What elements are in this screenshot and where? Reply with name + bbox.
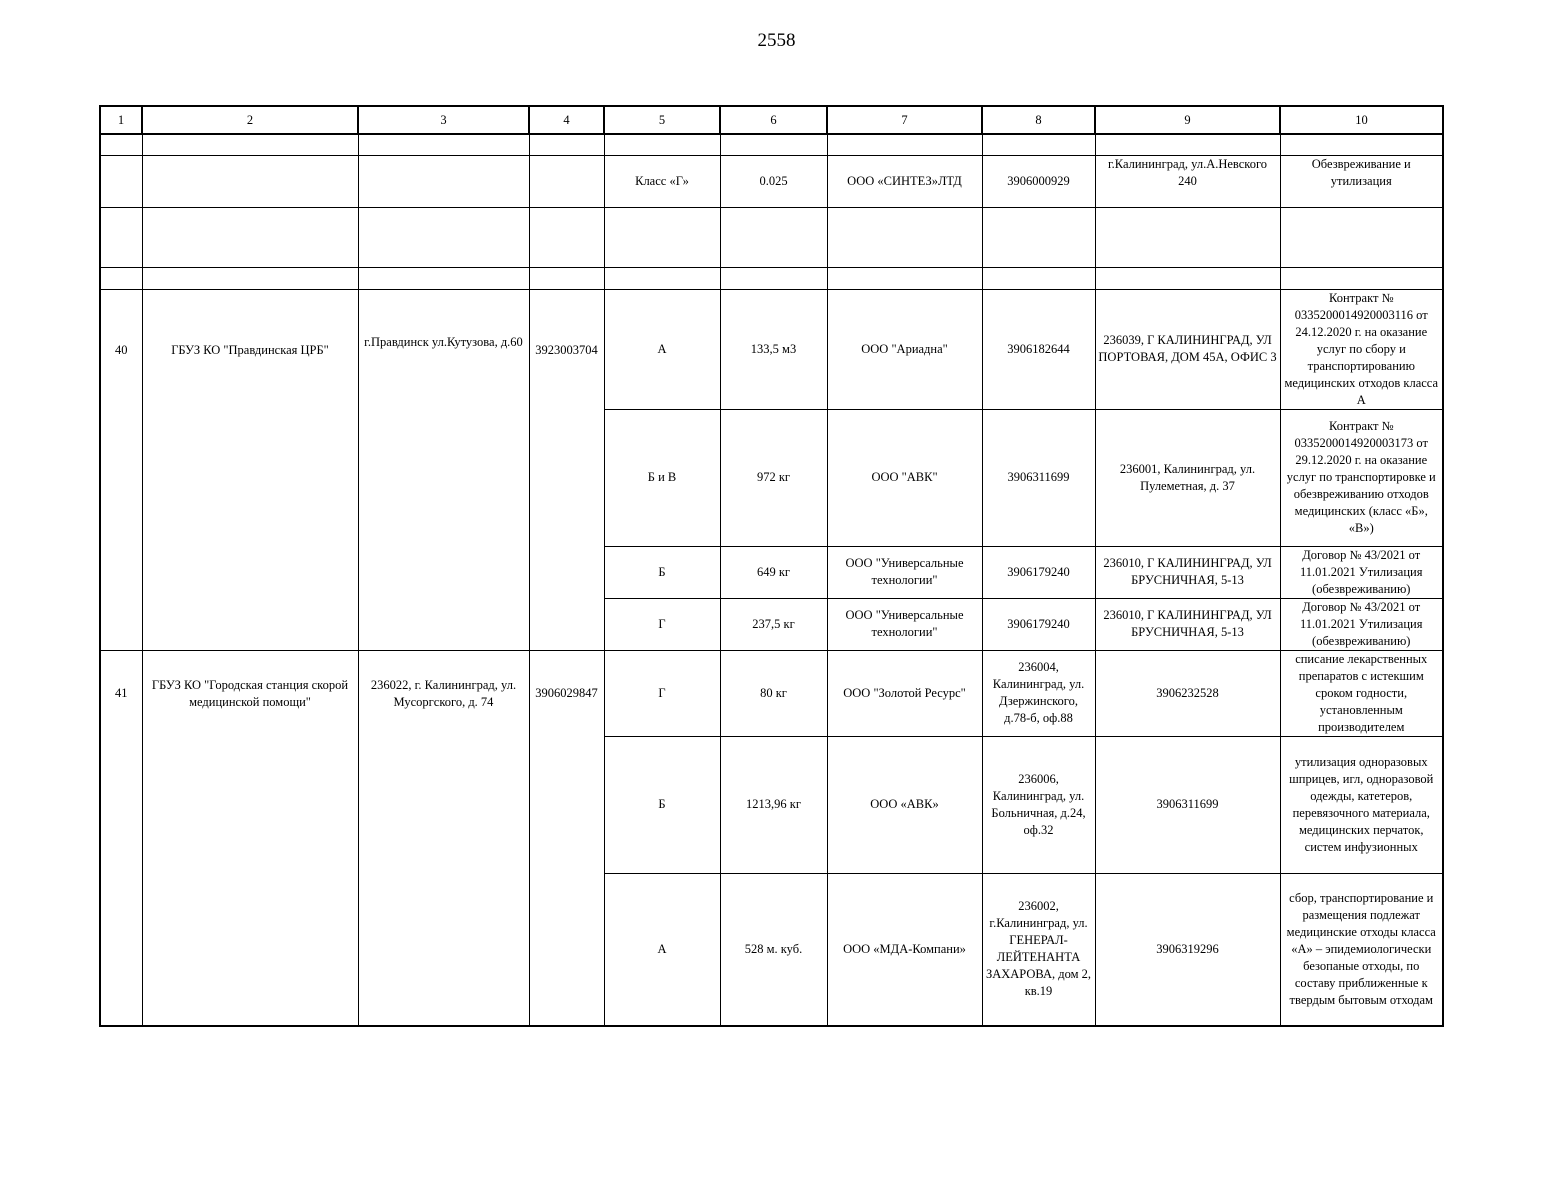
column-header: 5: [604, 106, 720, 134]
waste-class-cell: Б: [604, 736, 720, 873]
contractor-address-cell: 236039, Г КАЛИНИНГРАД, УЛ ПОРТОВАЯ, ДОМ 45А, ОФИС 3: [1095, 289, 1280, 409]
contractor-cell: ООО "Ариадна": [827, 289, 982, 409]
contractor-cell: ООО «МДА-Компани»: [827, 873, 982, 1026]
waste-class-cell: Б: [604, 546, 720, 598]
purpose-cell: списание лекарственных препаратов с истекшим сроком годности, установленным производителем: [1280, 650, 1443, 736]
amount-cell: 0.025: [720, 155, 827, 207]
table-row: [100, 289, 1443, 409]
organization-address: 236022, г. Калининград, ул. Мусоргского, д. 74: [358, 650, 529, 1026]
column-header: 3: [358, 106, 529, 134]
contractor-inn-cell: 3906179240: [982, 598, 1095, 650]
contractor-address-cell: 236002, г.Калининград, ул. ГЕНЕРАЛ-ЛЕЙТЕНАНТА ЗАХАРОВА, дом 2, кв.19: [982, 873, 1095, 1026]
column-header: 4: [529, 106, 604, 134]
contract-cell: Договор № 43/2021 от 11.01.2021 Утилизация (обезвреживанию): [1280, 598, 1443, 650]
contractor-address-cell: 236010, Г КАЛИНИНГРАД, УЛ БРУСНИЧНАЯ, 5-13: [1095, 598, 1280, 650]
contractor-address-cell: 236001, Калининград, ул. Пулеметная, д. 37: [1095, 409, 1280, 546]
organization-address: г.Правдинск ул.Кутузова, д.60: [358, 289, 529, 650]
purpose-cell: Обезвреживание и утилизация: [1280, 155, 1443, 207]
amount-cell: 1213,96 кг: [720, 736, 827, 873]
amount-cell: 649 кг: [720, 546, 827, 598]
contractor-cell: ООО "Золотой Ресурс": [827, 650, 982, 736]
waste-class-cell: Класс «Г»: [604, 155, 720, 207]
amount-cell: 237,5 кг: [720, 598, 827, 650]
table-row: [100, 650, 1443, 736]
column-number-header-row: [100, 106, 1443, 134]
table-row: [100, 155, 1443, 207]
amount-cell: 133,5 м3: [720, 289, 827, 409]
contractor-cell: ООО "Универсальные технологии": [827, 598, 982, 650]
contractor-address-cell: 236004, Калининград, ул. Дзержинского, д.78-б, оф.88: [982, 650, 1095, 736]
waste-class-cell: Г: [604, 598, 720, 650]
waste-class-cell: Г: [604, 650, 720, 736]
waste-class-cell: А: [604, 289, 720, 409]
contractor-inn-cell: 3906319296: [1095, 873, 1280, 1026]
column-header: 1: [100, 106, 142, 134]
waste-class-cell: А: [604, 873, 720, 1026]
purpose-cell: утилизация одноразовых шприцев, игл, одноразовой одежды, катетеров, перевязочного материала, медицинских перчаток, систем инфузионных: [1280, 736, 1443, 873]
column-header: 2: [142, 106, 358, 134]
purpose-cell: сбор, транспортирование и размещения подлежат медицинские отходы класса «А» – эпидемиологически безопаные отходы, по составу приближенные к твердым бытовым отходам: [1280, 873, 1443, 1026]
address-cell: г.Калининград, ул.А.Невского 240: [1095, 155, 1280, 207]
organization-inn: 3923003704: [529, 289, 604, 650]
contractor-inn-cell: 3906311699: [1095, 736, 1280, 873]
amount-cell: 528 м. куб.: [720, 873, 827, 1026]
contract-cell: Договор № 43/2021 от 11.01.2021 Утилизация (обезвреживанию): [1280, 546, 1443, 598]
contractor-cell: ООО "АВК": [827, 409, 982, 546]
waste-class-cell: Б и В: [604, 409, 720, 546]
contract-cell: Контракт № 0335200014920003116 от 24.12.2020 г. на оказание услуг по сбору и транспортированию медицинских отходов класса А: [1280, 289, 1443, 409]
contractor-inn-cell: 3906182644: [982, 289, 1095, 409]
contractor-inn-cell: 3906179240: [982, 546, 1095, 598]
contractor-address-cell: 236010, Г КАЛИНИНГРАД, УЛ БРУСНИЧНАЯ, 5-13: [1095, 546, 1280, 598]
empty-row: [100, 134, 1443, 155]
page-number: 2558: [757, 30, 796, 51]
amount-cell: 972 кг: [720, 409, 827, 546]
column-header: 9: [1095, 106, 1280, 134]
contract-cell: Контракт № 0335200014920003173 от 29.12.2020 г. на оказание услуг по транспортировке и обезвреживанию отходов медицинских (класс «Б», «В»): [1280, 409, 1443, 546]
contractor-address-cell: 236006, Калининград, ул. Больничная, д.24, оф.32: [982, 736, 1095, 873]
column-header: 6: [720, 106, 827, 134]
organization-name: ГБУЗ КО "Правдинская ЦРБ": [142, 289, 358, 650]
contractor-inn-cell: 3906311699: [982, 409, 1095, 546]
column-header: 10: [1280, 106, 1443, 134]
empty-row: [100, 267, 1443, 289]
row-number: 40: [100, 289, 142, 650]
contractor-cell: ООО "Универсальные технологии": [827, 546, 982, 598]
column-header: 7: [827, 106, 982, 134]
contractor-cell: ООО «СИНТЕЗ»ЛТД: [827, 155, 982, 207]
contractor-cell: ООО «АВК»: [827, 736, 982, 873]
column-header: 8: [982, 106, 1095, 134]
contractor-inn-cell: 3906232528: [1095, 650, 1280, 736]
organization-inn: 3906029847: [529, 650, 604, 1026]
inn-cell: 3906000929: [982, 155, 1095, 207]
waste-disposal-table: [99, 105, 1444, 1027]
empty-row: [100, 207, 1443, 267]
row-number: 41: [100, 650, 142, 1026]
organization-name: ГБУЗ КО "Городская станция скорой медицинской помощи": [142, 650, 358, 1026]
amount-cell: 80 кг: [720, 650, 827, 736]
